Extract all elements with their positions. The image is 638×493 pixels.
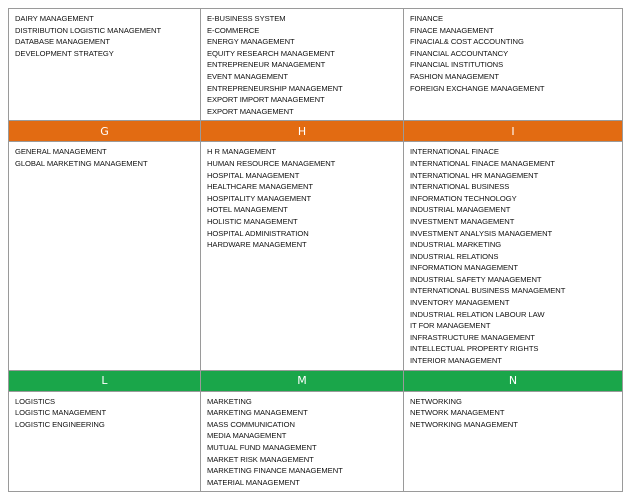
cell-i-courses — [404, 142, 623, 370]
course-item: DEVELOPMENT STRATEGY — [15, 48, 114, 58]
course-item: NETWORK MANAGEMENT — [410, 408, 505, 418]
course-item: NETWORKING — [410, 396, 462, 406]
course-item: MATERIAL MANAGEMENT — [207, 477, 300, 487]
course-item: INDUSTRIAL RELATION LABOUR LAW — [410, 309, 545, 319]
course-item: DISTRIBUTION LOGISTIC MANAGEMENT — [15, 25, 162, 35]
course-item: EVENT MANAGEMENT — [207, 71, 288, 81]
course-item: INVENTORY MANAGEMENT — [410, 298, 510, 308]
course-item: MARKETING MANAGEMENT — [207, 408, 308, 418]
cell-h-courses — [201, 142, 404, 370]
course-item: GLOBAL MARKETING MANAGEMENT — [15, 158, 148, 168]
course-item: INDUSTRIAL MARKETING — [410, 240, 502, 250]
course-item: FINANCIAL ACCOUNTANCY — [410, 48, 509, 58]
course-item: FINANCIAL INSTITUTIONS — [410, 60, 504, 70]
course-item: INTERNATIONAL FINACE MANAGEMENT — [410, 158, 555, 168]
letter-header-h: H — [201, 121, 404, 142]
letter-header-i: I — [404, 121, 623, 142]
course-item: INDUSTRIAL RELATIONS — [410, 251, 499, 261]
cell-e-courses — [201, 9, 404, 121]
course-item: INTERNATIONAL BUSINESS MANAGEMENT — [410, 286, 566, 296]
course-item: FINACE MANAGEMENT — [410, 25, 494, 35]
course-item: MASS COMMUNICATION — [207, 419, 295, 429]
course-item: FOREIGN EXCHANGE MANAGEMENT — [410, 83, 545, 93]
course-item: HARDWARE MANAGEMENT — [207, 240, 307, 250]
course-item: INFRASTRUCTURE MANAGEMENT — [410, 332, 535, 342]
course-item: HOSPITAL MANAGEMENT — [207, 170, 300, 180]
letter-header-m: M — [201, 370, 404, 391]
course-item: H R MANAGEMENT — [207, 147, 276, 157]
course-item: EQUITY RESEARCH MANAGEMENT — [207, 48, 335, 58]
course-item: NETWORKING MANAGEMENT — [410, 419, 518, 429]
course-item: INTERNATIONAL BUSINESS — [410, 182, 510, 192]
cell-f-courses — [404, 9, 623, 121]
course-item: INTERIOR MANAGEMENT — [410, 356, 502, 366]
courses-row-g-h-i — [9, 142, 623, 370]
course-item: LOGISTIC ENGINEERING — [15, 419, 105, 429]
course-item: INFORMATION MANAGEMENT — [410, 263, 519, 273]
course-item: INTERNATIONAL FINACE — [410, 147, 499, 157]
course-item: ENTREPRENEURSHIP MANAGEMENT — [207, 83, 343, 93]
course-item: HOLISTIC MANAGEMENT — [207, 216, 298, 226]
course-item: GENERAL MANAGEMENT — [15, 147, 107, 157]
letter-header-n: N — [404, 370, 623, 391]
course-item: MARKETING — [207, 396, 252, 406]
course-item: INTELLECTUAL PROPERTY RIGHTS — [410, 344, 539, 354]
course-item: EXPORT IMPORT MANAGEMENT — [207, 95, 325, 105]
course-item: E-BUSINESS SYSTEM — [207, 14, 286, 23]
cell-g-courses — [9, 142, 201, 370]
course-item: IT FOR MANAGEMENT — [410, 321, 491, 331]
course-item: HEALTHCARE MANAGEMENT — [207, 182, 313, 192]
cell-d-courses — [9, 9, 201, 121]
course-item: FINACIAL& COST ACCOUNTING — [410, 37, 524, 47]
course-item: FINANCE — [410, 14, 443, 23]
course-item: HOSPITALITY MANAGEMENT — [207, 193, 312, 203]
course-item: MEDIA MANAGEMENT — [207, 431, 287, 441]
letter-header-l: L — [9, 370, 201, 391]
letter-band-g-h-i — [9, 121, 623, 142]
course-item: LOGISTICS — [15, 396, 56, 406]
course-item: DAIRY MANAGEMENT — [15, 14, 94, 23]
course-item: INDUSTRIAL SAFETY MANAGEMENT — [410, 274, 542, 284]
cell-m-courses — [201, 391, 404, 492]
course-item: MARKETING FINANCE MANAGEMENT — [207, 466, 343, 476]
course-item: HOSPITAL ADMINISTRATION — [207, 228, 309, 238]
course-item: MUTUAL FUND MANAGEMENT — [207, 443, 317, 452]
course-item: INFORMATION TECHNOLOGY — [410, 193, 517, 203]
cell-n-courses — [404, 391, 623, 492]
course-item: EXPORT MANAGEMENT — [207, 106, 294, 116]
course-item: INVESTMENT MANAGEMENT — [410, 216, 515, 226]
courses-row-d-e-f — [9, 9, 623, 121]
course-item: E-COMMERCE — [207, 25, 260, 35]
course-item: INTERNATIONAL HR MANAGEMENT — [410, 170, 539, 180]
letter-band-l-m-n — [9, 370, 623, 391]
course-item: ENTREPRENEUR MANAGEMENT — [207, 60, 326, 70]
cell-l-courses — [9, 391, 201, 492]
course-item: INDUSTRIAL MANAGEMENT — [410, 205, 511, 215]
courses-row-l-m-n — [9, 391, 623, 492]
course-directory-table — [8, 8, 623, 492]
course-item: HOTEL MANAGEMENT — [207, 205, 288, 215]
course-item: DATABASE MANAGEMENT — [15, 37, 110, 47]
course-item: ENERGY MANAGEMENT — [207, 37, 295, 47]
course-item: MARKET RISK MANAGEMENT — [207, 454, 314, 464]
course-item: LOGISTIC MANAGEMENT — [15, 408, 107, 418]
letter-header-g: G — [9, 121, 201, 142]
course-item: INVESTMENT ANALYSIS MANAGEMENT — [410, 228, 553, 238]
course-item: HUMAN RESOURCE MANAGEMENT — [207, 158, 336, 168]
course-item: FASHION MANAGEMENT — [410, 71, 499, 81]
